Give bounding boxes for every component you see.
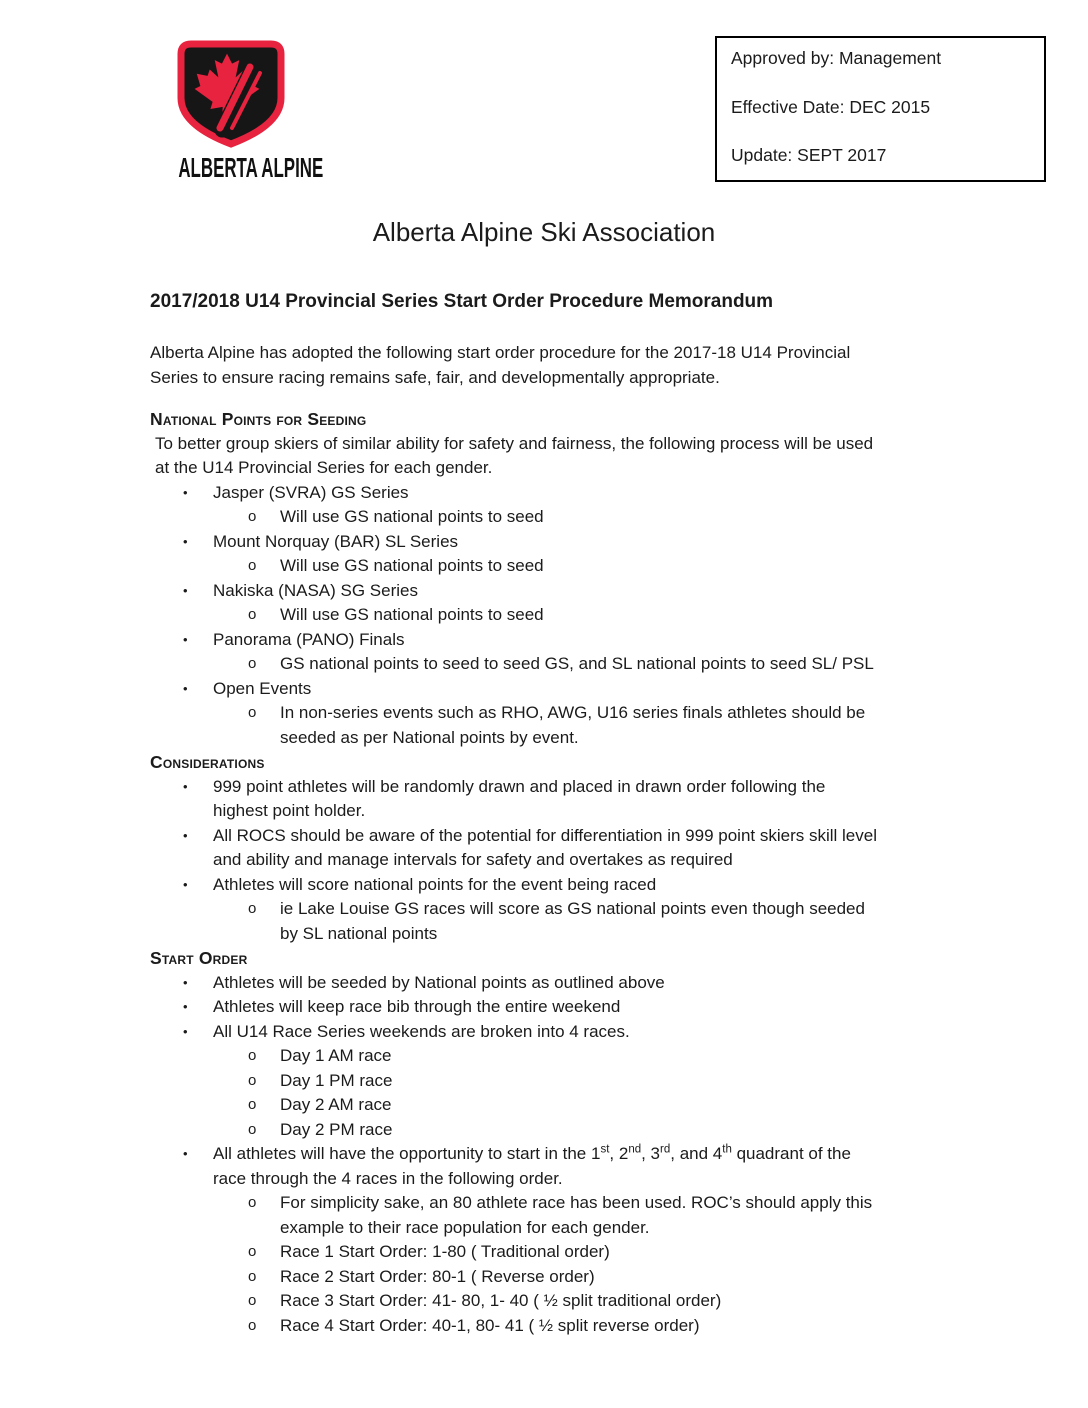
list-item-text: Race 4 Start Order: 40-1, 80- 41 ( ½ split reverse order): [280, 1315, 700, 1335]
header: [0, 0, 1088, 182]
alberta-alpine-crest-icon: [175, 38, 287, 150]
list-item-text: For simplicity sake, an 80 athlete race has been used. ROC’s should apply this example to their race population for each gender.: [280, 1193, 873, 1237]
list-item: [150, 677, 881, 702]
list-item: [150, 1093, 881, 1118]
list-item: [150, 579, 881, 604]
list-item: [150, 873, 881, 898]
list-item-text: Nakiska (NASA) SG Series: [213, 580, 418, 600]
circle-marker: o: [248, 655, 257, 672]
list-item: [150, 775, 881, 824]
memo-heading: 2017/2018 U14 Provincial Series Start Order Procedure Memorandum: [150, 291, 774, 312]
section-national-points-for-seeding: [150, 407, 881, 750]
bullet-marker: •: [183, 1146, 188, 1161]
section-heading: Considerations: [150, 752, 265, 772]
list-item-text: In non-series events such as RHO, AWG, U16 series finals athletes should be seeded as per National points by event.: [280, 703, 866, 747]
list-item: [150, 1118, 881, 1143]
list-item-text: Mount Norquay (BAR) SL Series: [213, 531, 459, 551]
bullet-marker: •: [183, 827, 188, 843]
list-item-text: All athletes will have the opportunity to start in the 1st, 2nd, 3rd, and 4th quadrant of the race through the 4 races in the following order.: [213, 1143, 851, 1188]
section-start-order: [150, 946, 881, 1338]
list-item: [150, 554, 881, 579]
circle-marker: o: [248, 1096, 257, 1113]
list-item: [150, 652, 881, 677]
list-item-text: ie Lake Louise GS races will score as GS national points even though seeded by SL national points: [280, 899, 865, 943]
list-item-text: Day 1 PM race: [280, 1070, 393, 1090]
list-item: [150, 530, 881, 555]
list-item: [150, 1142, 881, 1191]
bullet-marker: •: [183, 533, 188, 549]
bullet-marker: •: [183, 582, 188, 598]
list-item-text: 999 point athletes will be randomly drawn and placed in drawn order following the highest point holder.: [213, 776, 826, 820]
circle-marker: o: [248, 1047, 257, 1064]
list-item: [150, 603, 881, 628]
effective-date-line: Effective Date: DEC 2015: [731, 96, 931, 117]
list-item: [150, 628, 881, 653]
list-item: [150, 1265, 881, 1290]
sections: [150, 407, 881, 1338]
list-item-text: Athletes will keep race bib through the entire weekend: [213, 997, 621, 1016]
list-item-text: GS national points to seed to seed GS, and SL national points to seed SL/ PSL: [280, 654, 874, 673]
circle-marker: o: [248, 1316, 257, 1334]
list-item: [150, 1020, 881, 1045]
list-item: [150, 1069, 881, 1094]
list-item: [150, 897, 881, 946]
list-item-text: Day 2 PM race: [280, 1119, 393, 1139]
bullet-marker: •: [183, 974, 188, 990]
circle-marker: o: [248, 1071, 257, 1089]
bullet-marker: •: [183, 999, 188, 1014]
list-item: [150, 1314, 881, 1339]
bullet-marker: •: [183, 631, 188, 647]
list-item: [150, 971, 881, 996]
list-item-text: Panorama (PANO) Finals: [213, 629, 405, 649]
section-heading: Start Order: [150, 948, 248, 968]
bullet-marker: •: [183, 484, 188, 500]
list-item-text: Day 1 AM race: [280, 1046, 392, 1065]
circle-marker: o: [248, 557, 257, 574]
circle-marker: o: [248, 1120, 257, 1138]
section-considerations: [150, 750, 881, 946]
list-item: [150, 505, 881, 530]
content: [150, 290, 881, 1338]
circle-marker: o: [248, 1194, 257, 1211]
list-item-text: Athletes will score national points for the event being raced: [213, 874, 657, 894]
circle-marker: o: [248, 1292, 257, 1309]
circle-marker: o: [248, 704, 257, 721]
list-item: [150, 1191, 881, 1240]
list-item-text: Will use GS national points to seed: [280, 605, 544, 624]
list-item-text: Open Events: [213, 678, 312, 698]
list-item-text: Race 3 Start Order: 41- 80, 1- 40 ( ½ split traditional order): [280, 1291, 722, 1310]
list-item: [150, 995, 881, 1020]
list-item: [150, 824, 881, 873]
section-lead: To better group skiers of similar ability for safety and fairness, the following process will be used at the U14 Provincial Series for each gender.: [155, 433, 874, 477]
alberta-alpine-logo: [150, 36, 324, 184]
list-item: [150, 1289, 881, 1314]
list-item-text: Jasper (SVRA) GS Series: [213, 482, 409, 502]
document-title: Alberta Alpine Ski Association: [372, 217, 716, 247]
circle-marker: o: [248, 508, 257, 525]
list-item-text: Will use GS national points to seed: [280, 556, 544, 575]
section-heading: National Points for Seeding: [150, 409, 367, 429]
intro-paragraph: Alberta Alpine has adopted the following start order procedure for the 2017-18 U14 Provincial Series to ensure racing remains safe, fair, and developmentally appropriate.: [150, 343, 851, 387]
list-item-text: All ROCS should be aware of the potential for differentiation in 999 point skiers skill level and ability and manage intervals for safety and overtakes as required: [213, 825, 877, 869]
list-item-text: Day 2 AM race: [280, 1095, 392, 1114]
list-item-text: Will use GS national points to seed: [280, 507, 544, 526]
logo-wordmark: ALBERTA ALPINE: [178, 151, 324, 184]
approved-by-line: Approved by: Management: [731, 48, 942, 68]
list-item-text: Race 2 Start Order: 80-1 ( Reverse order): [280, 1266, 595, 1286]
circle-marker: o: [248, 900, 257, 917]
list-item-text: Race 1 Start Order: 1-80 ( Traditional order): [280, 1242, 610, 1261]
bullet-marker: •: [183, 876, 188, 892]
list-item: [150, 481, 881, 506]
list-item: [150, 1240, 881, 1265]
circle-marker: o: [248, 1243, 257, 1260]
list-item: [150, 701, 881, 750]
bullet-marker: •: [183, 680, 188, 696]
update-line: Update: SEPT 2017: [731, 145, 887, 165]
approval-box: [715, 36, 1046, 182]
circle-marker: o: [248, 606, 257, 623]
bullet-marker: •: [183, 778, 188, 794]
list-item: [150, 1044, 881, 1069]
list-item-text: All U14 Race Series weekends are broken into 4 races.: [213, 1021, 630, 1041]
bullet-marker: •: [183, 1023, 188, 1039]
circle-marker: o: [248, 1267, 257, 1285]
list-item-text: Athletes will be seeded by National points as outlined above: [213, 972, 665, 992]
